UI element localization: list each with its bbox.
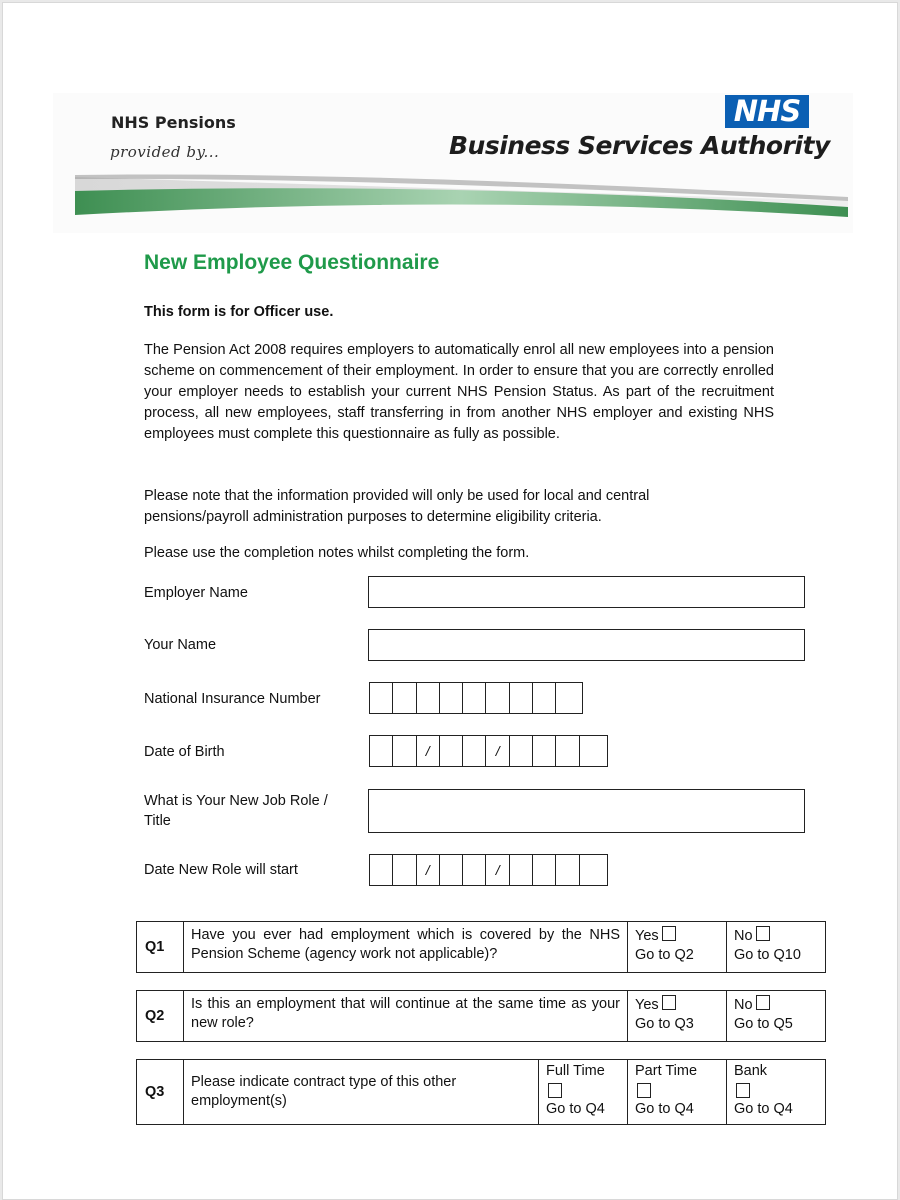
option-full-time[interactable] [539,1060,628,1125]
option-label: No [734,997,753,1013]
date-separator: / [417,736,440,766]
role-start-label: Date New Role will start [144,862,298,878]
question-text: Is this an employment that will continue at the same time as your new role? [184,991,628,1042]
employer-name-field[interactable] [368,576,805,608]
ni-number-label: National Insurance Number [144,691,321,707]
completion-notes-paragraph: Please use the completion notes whilst completing the form. [144,545,530,561]
ni-cell[interactable] [556,683,579,713]
form-page [2,2,898,1200]
green-swoosh-graphic [53,163,853,223]
option-goto: Go to Q4 [734,1101,793,1117]
option-label: Full Time [546,1063,605,1079]
start-date-cell[interactable] [556,855,579,885]
document-title: New Employee Questionnaire [144,251,440,274]
yes-checkbox[interactable] [662,926,676,941]
question-text: Have you ever had employment which is covered by the NHS Pension Scheme (agency work not applicable)? [184,922,628,973]
officer-use-note: This form is for Officer use. [144,304,334,320]
option-goto: Go to Q10 [734,947,801,963]
job-role-label [144,791,328,831]
bank-checkbox[interactable] [736,1083,750,1098]
start-date-cell[interactable] [510,855,533,885]
question-q1 [136,921,826,973]
ni-cell[interactable] [417,683,440,713]
option-label: Yes [635,997,659,1013]
question-number: Q1 [137,922,184,973]
role-start-field[interactable] [369,854,608,886]
dob-cell[interactable] [556,736,579,766]
letterhead [53,93,853,233]
start-date-cell[interactable] [393,855,416,885]
date-separator: / [486,736,509,766]
org-name: NHS Pensions [111,113,236,132]
ni-cell[interactable] [370,683,393,713]
full-time-checkbox[interactable] [548,1083,562,1098]
no-checkbox[interactable] [756,995,770,1010]
start-date-cell[interactable] [463,855,486,885]
option-goto: Go to Q5 [734,1016,793,1032]
question-text: Please indicate contract type of this other employment(s) [184,1060,539,1125]
dob-label: Date of Birth [144,744,225,760]
authority-name: Business Services Authority [449,131,830,160]
question-number: Q2 [137,991,184,1042]
job-role-label-line2: Title [144,813,171,829]
dob-cell[interactable] [580,736,603,766]
start-date-cell[interactable] [370,855,393,885]
date-separator: / [486,855,509,885]
option-label: Bank [734,1063,768,1079]
dob-cell[interactable] [440,736,463,766]
employer-name-label: Employer Name [144,585,248,601]
dob-cell[interactable] [463,736,486,766]
privacy-paragraph: Please note that the information provided will only be used for local and central pensions/payroll administration purposes to determine eligibility criteria. [144,488,650,525]
option-goto: Go to Q4 [635,1101,694,1117]
question-number: Q3 [137,1060,184,1125]
option-yes[interactable] [628,922,727,973]
option-label: No [734,928,753,944]
dob-cell[interactable] [510,736,533,766]
ni-cell[interactable] [463,683,486,713]
option-label: Yes [635,928,659,944]
ni-number-field[interactable] [369,682,583,714]
your-name-field[interactable] [368,629,805,661]
option-goto: Go to Q3 [635,1016,694,1032]
start-date-cell[interactable] [440,855,463,885]
job-role-label-line1: What is Your New Job Role / [144,793,328,809]
date-separator: / [417,855,440,885]
ni-cell[interactable] [486,683,509,713]
option-goto: Go to Q2 [635,947,694,963]
start-date-cell[interactable] [580,855,603,885]
part-time-checkbox[interactable] [637,1083,651,1098]
ni-cell[interactable] [440,683,463,713]
option-goto: Go to Q4 [546,1101,605,1117]
provided-by-text: provided by... [110,143,220,161]
ni-cell[interactable] [510,683,533,713]
dob-cell[interactable] [393,736,416,766]
yes-checkbox[interactable] [662,995,676,1010]
ni-cell[interactable] [533,683,556,713]
start-date-cell[interactable] [533,855,556,885]
question-q2 [136,990,826,1042]
option-no[interactable] [727,922,826,973]
dob-field[interactable] [369,735,608,767]
option-no[interactable] [727,991,826,1042]
dob-cell[interactable] [370,736,393,766]
option-label: Part Time [635,1063,698,1079]
your-name-label: Your Name [144,637,217,653]
option-bank[interactable] [727,1060,826,1125]
question-q3 [136,1059,826,1125]
nhs-logo: NHS [725,95,809,128]
option-yes[interactable] [628,991,727,1042]
dob-cell[interactable] [533,736,556,766]
option-part-time[interactable] [628,1060,727,1125]
job-role-field[interactable] [368,789,805,833]
ni-cell[interactable] [393,683,416,713]
no-checkbox[interactable] [756,926,770,941]
intro-paragraph: The Pension Act 2008 requires employers to automatically enrol all new employees into a pension scheme on commencement of their employment. In order to ensure that you are correctly enrolled your employer needs to establish your current NHS Pension Status. As part of the recruitment process, all new employees, staff transferring in from another NHS employer and existing NHS employees must complete this questionnaire as fully as possible. [144,342,774,442]
